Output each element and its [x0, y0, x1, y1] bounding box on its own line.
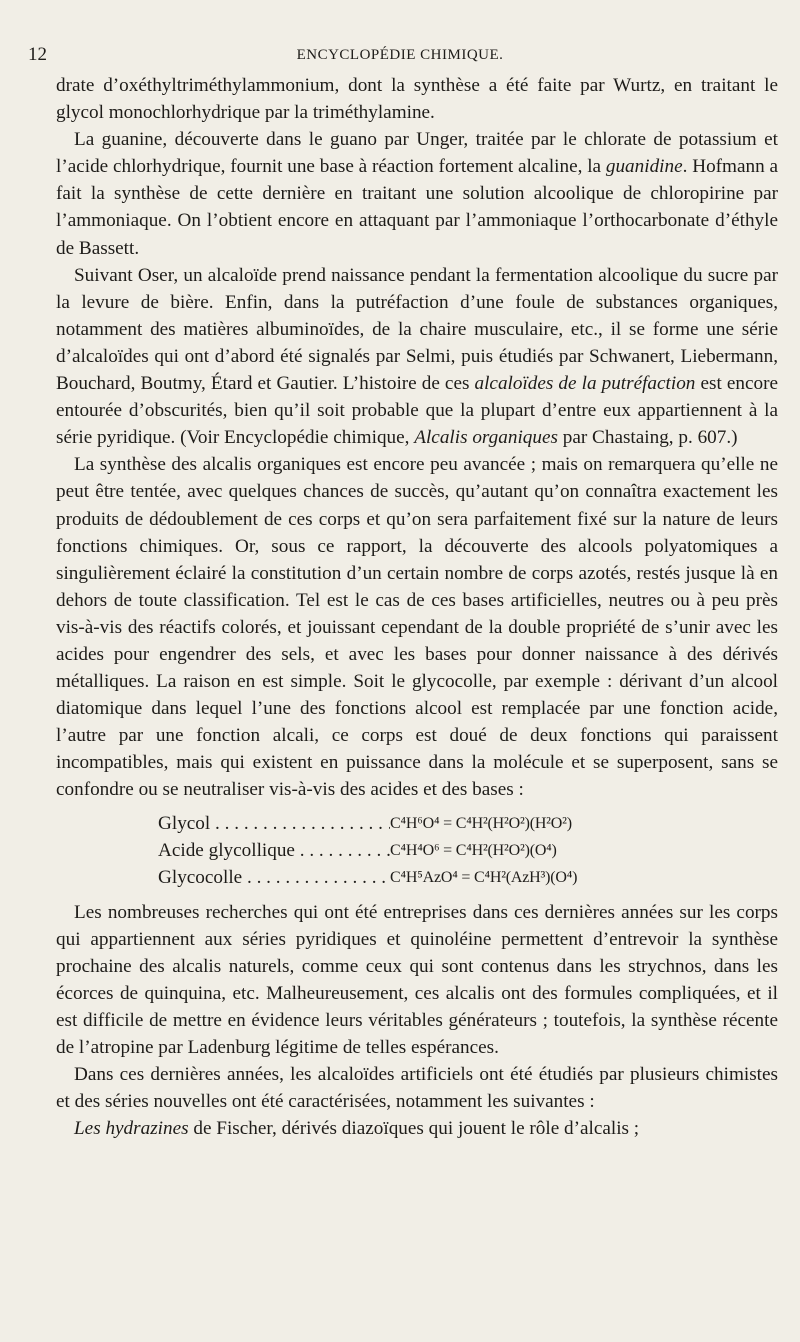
paragraph-5: Les nombreuses recherches qui ont été entreprises dans ces dernières années sur les corps qui appartiennent aux séries pyridiques et quinoléine permettent d’entrevoir la synthèse prochaine des alcalis naturels, comme ceux qui sont contenus dans les strychnos, dans les écorces de quinquina, etc. Malheureusement, ces alcalis ont des formules compliquées, et il est difficile de mettre en évidence leurs véritables générateurs ; toutefois, la synthèse récente de l’atropine par Ladenburg légitime de telles espérances.: [56, 901, 778, 1058]
italic-term: alcaloïdes de la putréfaction: [474, 373, 696, 395]
text-run: Suivant Oser, un alcaloïde prend naissance pendant la fermentation alcoolique du sucre par la levure de bière. Enfin, dans la putréfaction d’une foule de substances organiques, notamment des matières albuminoïdes, de la chaire musculaire, etc., il se forme une série d’alcaloïdes qui ont d’abord été signalés par Selmi, puis étudiés par Schwanert, Liebermann, Bouchard, Boutmy, Étard et Gautier. L’histoire de ces: [56, 264, 778, 395]
page-header: [24, 44, 776, 72]
compound-name: Glycocolle . . .: [158, 864, 390, 891]
text-run: . Hofmann a fait la synthèse de cette dernière en traitant une solution alcoolique de chloropirine par l’ammoniaque. On l’obtient encore en attaquant par l’ammoniaque l’orthocarbonate d’éthyle de Bassett.: [56, 156, 778, 259]
compound-name: Glycol . . .: [158, 810, 390, 837]
paragraph-4: La synthèse des alcalis organiques est encore peu avancée ; mais on remarquera qu’elle ne peut être tentée, avec quelques chances de succès, qu’autant qu’on connaîtra exactement les produits de dédoublement de ces corps et qu’on sera parfaitement fixé sur la nature de leurs fonctions chimiques. Or, sous ce rapport, la découverte des alcools polyatomiques a singulièrement éclairé la constitution d’un certain nombre de corps azotés, restés jusque là en dehors de toute classification. Tel est le cas de ces bases artificielles, neutres ou à peu près vis-à-vis des réactifs colorés, et jouissant cependant de la double propriété de s’unir avec les acides pour engendrer des sels, et avec les bases pour donner naissance à des dérivés métalliques. La raison en est simple. Soit le glycocolle, par exemple : dérivant d’un alcool diatomique dans lequel l’une des fonctions alcool est remplacée par une fonction acide, l’autre par une fonction alcali, ce corps est doué de deux fonctions qui paraissent incompatibles, mais qui existent en puissance dans la molécule et se superposent, sans se confondre ou se neutraliser vis-à-vis des acides et des bases :: [56, 454, 778, 801]
text-run: est encore entourée d’obscurités, bien qu’il soit probable que la plupart d’entre eux appartiennent à la série pyridique. (Voir Encyclopédie chimique,: [56, 373, 778, 449]
italic-term: Les hydrazines: [74, 1118, 189, 1140]
formula-row: [158, 837, 778, 864]
paragraph-1: drate d’oxéthyltriméthylammonium, dont la synthèse a été faite par Wurtz, en traitant le glycol monochlorhydrique par la triméthylamine.: [56, 75, 778, 124]
compound-formula: C⁴H⁵AzO⁴ = C⁴H²(AzH³)(O⁴): [390, 868, 578, 886]
paragraph-2: [56, 126, 778, 261]
paragraph-7: [56, 1115, 778, 1142]
page-number: 12: [28, 44, 47, 65]
paragraph-6: Dans ces dernières années, les alcaloïdes artificiels ont été étudiés par plusieurs chimistes et des séries nouvelles ont été caractérisées, notamment les suivantes :: [56, 1064, 778, 1113]
text-run: de Fischer, dérivés diazoïques qui jouent le rôle d’alcalis ;: [188, 1118, 640, 1140]
formula-row: [158, 864, 778, 891]
compound-name: Acide glycollique . . .: [158, 837, 390, 864]
body-text: [56, 72, 778, 1142]
formula-row: [158, 810, 778, 837]
text-run: par Chastaing, p. 607.): [557, 427, 738, 449]
text-run: La guanine, découverte dans le guano par Unger, traitée par le chlorate de potassium et l’acide chlorhydrique, fournit une base à réaction fortement alcaline, la: [56, 129, 778, 178]
formula-table: [158, 810, 778, 891]
italic-term: guanidine: [605, 156, 683, 178]
compound-formula: C⁴H⁶O⁴ = C⁴H²(H²O²)(H²O²): [390, 814, 572, 832]
paragraph-3: [56, 262, 778, 452]
running-title: ENCYCLOPÉDIE CHIMIQUE.: [296, 47, 504, 63]
italic-term: Alcalis organiques: [414, 427, 558, 449]
compound-formula: C⁴H⁴O⁶ = C⁴H²(H²O²)(O⁴): [390, 841, 557, 859]
